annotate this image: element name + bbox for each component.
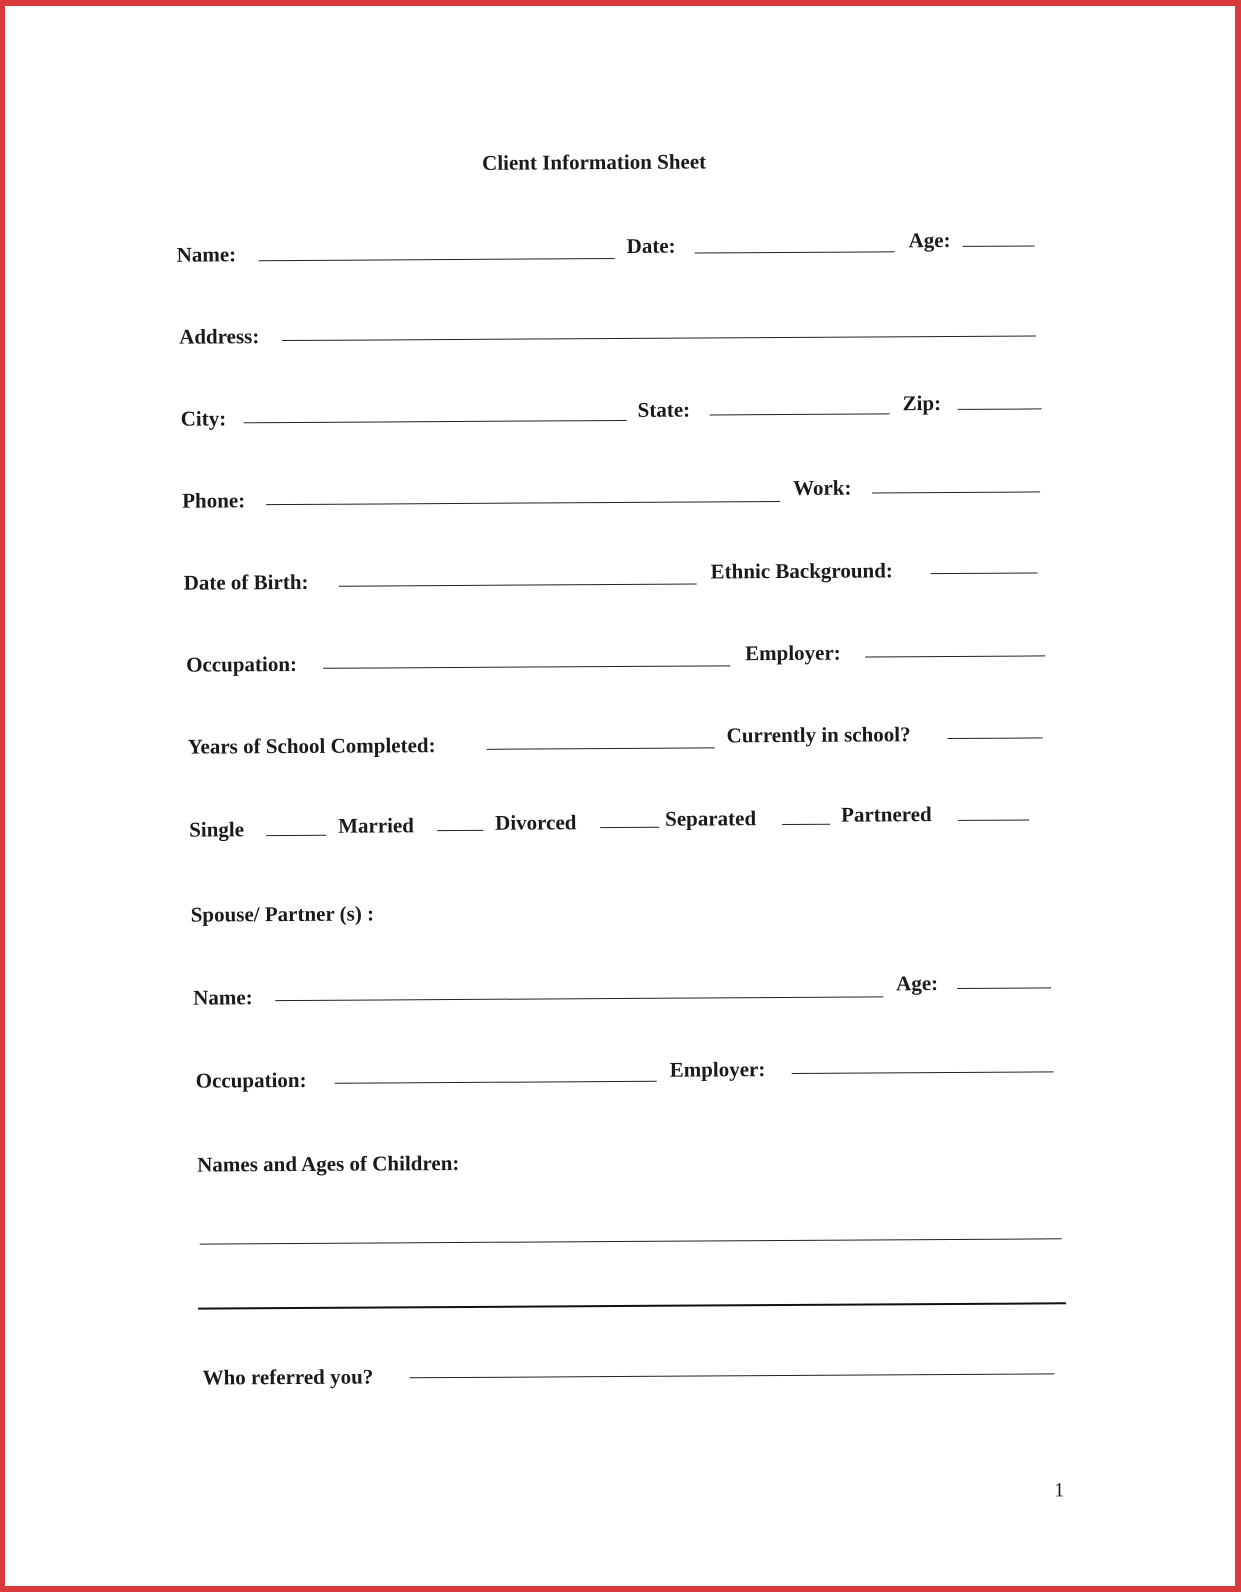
name-field[interactable] bbox=[259, 258, 615, 261]
date-label: Date: bbox=[626, 233, 676, 258]
zip-field[interactable] bbox=[958, 408, 1042, 410]
phone-label: Phone: bbox=[182, 488, 246, 513]
single-field[interactable] bbox=[266, 835, 326, 836]
address-field[interactable] bbox=[282, 335, 1036, 341]
state-field[interactable] bbox=[710, 413, 890, 415]
name-label: Name: bbox=[176, 242, 237, 267]
married-label: Married bbox=[338, 813, 415, 838]
dob-label: Date of Birth: bbox=[183, 569, 309, 595]
work-label: Work: bbox=[793, 475, 852, 500]
divorced-field[interactable] bbox=[600, 827, 659, 828]
referred-field[interactable] bbox=[410, 1373, 1055, 1378]
spouse-name-label: Name: bbox=[193, 985, 253, 1010]
spouse-occupation-label: Occupation: bbox=[195, 1067, 307, 1093]
city-label: City: bbox=[180, 406, 227, 431]
ethnic-background-label: Ethnic Background: bbox=[710, 558, 893, 584]
ethnic-background-field[interactable] bbox=[931, 572, 1038, 574]
spouse-heading: Spouse/ Partner (s) : bbox=[190, 901, 375, 927]
separated-label: Separated bbox=[665, 806, 757, 831]
children-line-1[interactable] bbox=[200, 1238, 1062, 1244]
date-field[interactable] bbox=[695, 251, 895, 253]
city-field[interactable] bbox=[244, 420, 627, 423]
years-school-label: Years of School Completed: bbox=[187, 733, 436, 759]
employer-field[interactable] bbox=[865, 655, 1045, 657]
partnered-field[interactable] bbox=[958, 820, 1029, 821]
spouse-employer-label: Employer: bbox=[669, 1057, 766, 1082]
divorced-label: Divorced bbox=[495, 810, 577, 835]
years-school-field[interactable] bbox=[487, 747, 715, 749]
occupation-field[interactable] bbox=[323, 665, 730, 668]
children-line-2[interactable] bbox=[198, 1302, 1066, 1309]
age-field[interactable] bbox=[963, 245, 1035, 246]
dob-field[interactable] bbox=[339, 584, 697, 587]
spouse-name-field[interactable] bbox=[275, 996, 883, 1001]
partnered-label: Partnered bbox=[841, 802, 932, 827]
spouse-age-field[interactable] bbox=[957, 987, 1051, 989]
address-label: Address: bbox=[179, 324, 260, 349]
employer-label: Employer: bbox=[745, 640, 841, 666]
page-number: 1 bbox=[1054, 1479, 1065, 1502]
zip-label: Zip: bbox=[902, 391, 942, 416]
form-title: Client Information Sheet bbox=[482, 149, 707, 175]
currently-school-field[interactable] bbox=[948, 737, 1043, 739]
children-label: Names and Ages of Children: bbox=[197, 1150, 460, 1177]
age-label: Age: bbox=[908, 227, 951, 253]
referred-label: Who referred you? bbox=[202, 1364, 374, 1390]
separated-field[interactable] bbox=[782, 824, 830, 825]
spouse-occupation-field[interactable] bbox=[335, 1081, 657, 1084]
work-field[interactable] bbox=[872, 491, 1040, 493]
currently-school-label: Currently in school? bbox=[726, 722, 911, 748]
married-field[interactable] bbox=[437, 830, 483, 831]
phone-field[interactable] bbox=[266, 501, 780, 505]
spouse-age-label: Age: bbox=[896, 971, 939, 996]
occupation-label: Occupation: bbox=[186, 651, 298, 677]
spouse-employer-field[interactable] bbox=[792, 1071, 1054, 1074]
state-label: State: bbox=[637, 397, 691, 422]
single-label: Single bbox=[189, 817, 245, 842]
